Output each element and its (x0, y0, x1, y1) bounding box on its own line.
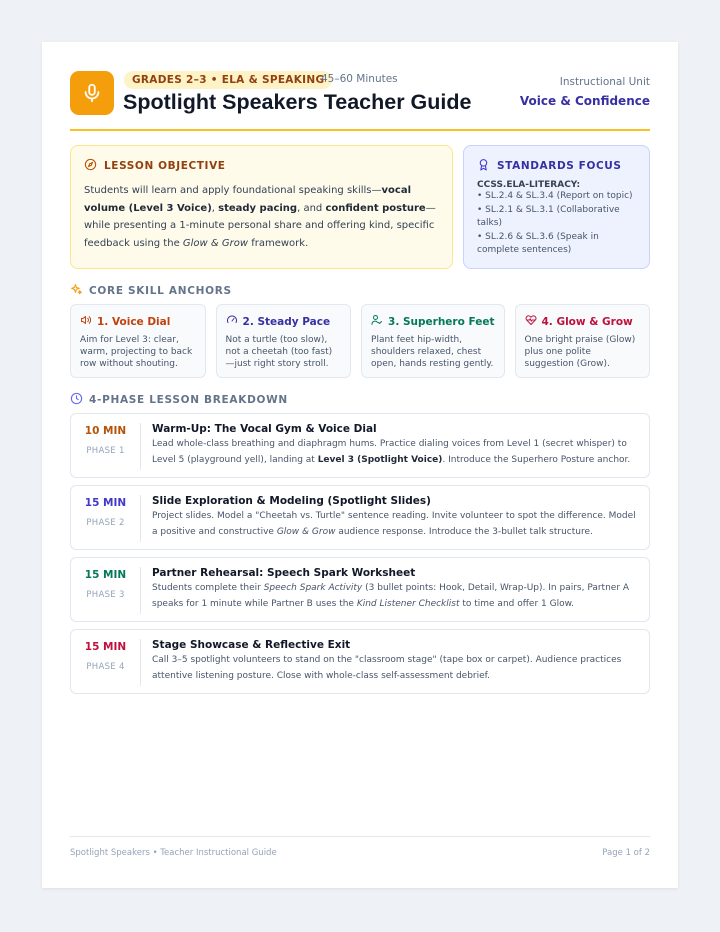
skill-title: 2. Steady Pace (242, 315, 331, 328)
skill-card-superhero-feet (361, 304, 504, 378)
sparkles-icon (70, 283, 83, 299)
header-divider (70, 129, 650, 131)
standards-subheading: CCSS.ELA-LITERACY: (477, 180, 581, 190)
skill-description: Plant feet hip-width, shoulders relaxed, chest open, hands resting gently. (371, 335, 494, 369)
footer-title: Spotlight Speakers • Teacher Instructional Guide (70, 848, 277, 858)
user-check-icon (371, 314, 383, 329)
standard-item: • SL.2.1 & SL.3.1 (Collaborative talks) (477, 204, 620, 228)
objective-text: Students will learn and apply foundational speaking skills—vocal volume (Level 3 Voice), steady pacing, and confident posture—while presenting a 1-minute personal share and offering kind, specific feedback using the Glow & Grow framework. (84, 185, 436, 249)
page-title: Spotlight Speakers Teacher Guide (123, 90, 472, 114)
phase-label: PHASE 1 (86, 446, 125, 456)
phase-card-4 (70, 629, 650, 694)
skill-title: 1. Voice Dial (97, 315, 171, 328)
objective-heading: LESSON OBJECTIVE (104, 160, 226, 172)
phase-label: PHASE 4 (86, 662, 125, 672)
phase-description: Call 3–5 spotlight volunteers to stand on the "classroom stage" (tape box or carpet). Audience practices attentive listening posture. Close with whole-class self-assessment debrief. (152, 655, 622, 681)
phase-minutes: 15 MIN (84, 569, 127, 581)
skill-title: 3. Superhero Feet (388, 315, 495, 328)
phase-minutes: 15 MIN (84, 641, 127, 653)
phase-title: Warm-Up: The Vocal Gym & Voice Dial (152, 423, 377, 435)
unit-name: Voice & Confidence (519, 94, 650, 108)
lesson-duration: 45–60 Minutes (321, 73, 398, 85)
phase-description: Project slides. Model a "Cheetah vs. Turtle" sentence reading. Invite volunteer to spot the difference. Model a positive and constructive Glow & Grow audience response. Introduce the 3-bullet talk structure. (152, 511, 636, 537)
award-ribbon-icon (477, 158, 490, 174)
phase-minutes: 15 MIN (84, 497, 127, 509)
phase-card-2 (70, 485, 650, 550)
clock-icon (70, 392, 83, 408)
skill-description: One bright praise (Glow) plus one polite suggestion (Grow). (524, 335, 636, 369)
document-header (70, 70, 650, 130)
microphone-icon (70, 71, 114, 115)
phase-minutes: 10 MIN (84, 425, 127, 437)
skill-card-voice-dial (70, 304, 206, 378)
phase-card-1 (70, 413, 650, 478)
heart-pulse-icon (525, 314, 537, 329)
core-skills-heading: CORE SKILL ANCHORS (70, 283, 232, 299)
skill-description: Aim for Level 3: clear, warm, projecting to back row without shouting. (80, 335, 193, 369)
grade-badge: GRADES 2–3 • ELA & SPEAKING (124, 71, 332, 89)
standards-focus-box (463, 145, 650, 269)
page-number: Page 1 of 2 (602, 848, 650, 858)
phase-title: Stage Showcase & Reflective Exit (152, 639, 351, 651)
standards-list (477, 190, 636, 258)
footer-divider (70, 836, 650, 837)
standards-heading: STANDARDS FOCUS (497, 160, 622, 172)
target-icon (84, 158, 97, 174)
standard-item: • SL.2.6 & SL.3.6 (Speak in complete sentences) (477, 231, 599, 255)
skill-card-steady-pace (216, 304, 352, 378)
phase-title: Partner Rehearsal: Speech Spark Worksheet (152, 567, 416, 579)
phase-description: Lead whole-class breathing and diaphragm hums. Practice dialing voices from Level 1 (secret whisper) to Level 5 (playground yell), landing at Level 3 (Spotlight Voice). Introduce the Superhero Posture anchor. (152, 439, 631, 465)
skill-card-glow-grow (515, 304, 651, 378)
gauge-icon (226, 314, 238, 329)
lesson-objective-box (70, 145, 453, 269)
skill-description: Not a turtle (too slow), not a cheetah (too fast)—just right story stroll. (225, 335, 333, 369)
phase-label: PHASE 3 (86, 590, 125, 600)
standard-item: • SL.2.4 & SL.3.4 (Report on topic) (477, 191, 633, 201)
phase-title: Slide Exploration & Modeling (Spotlight Slides) (152, 495, 431, 507)
speaker-icon (80, 314, 92, 329)
unit-label: Instructional Unit (559, 76, 650, 88)
phase-label: PHASE 2 (86, 518, 125, 528)
lesson-breakdown-heading: 4-PHASE LESSON BREAKDOWN (70, 392, 288, 408)
skill-title: 4. Glow & Grow (541, 315, 633, 328)
phase-description: Students complete their Speech Spark Activity (3 bullet points: Hook, Detail, Wrap-Up). In pairs, Partner A speaks for 1 minute while Partner B uses the Kind Listener Checklist to time and offer 1 Glow. (152, 583, 630, 609)
document-page (42, 42, 678, 888)
phase-card-3 (70, 557, 650, 622)
skill-cards (70, 304, 650, 378)
